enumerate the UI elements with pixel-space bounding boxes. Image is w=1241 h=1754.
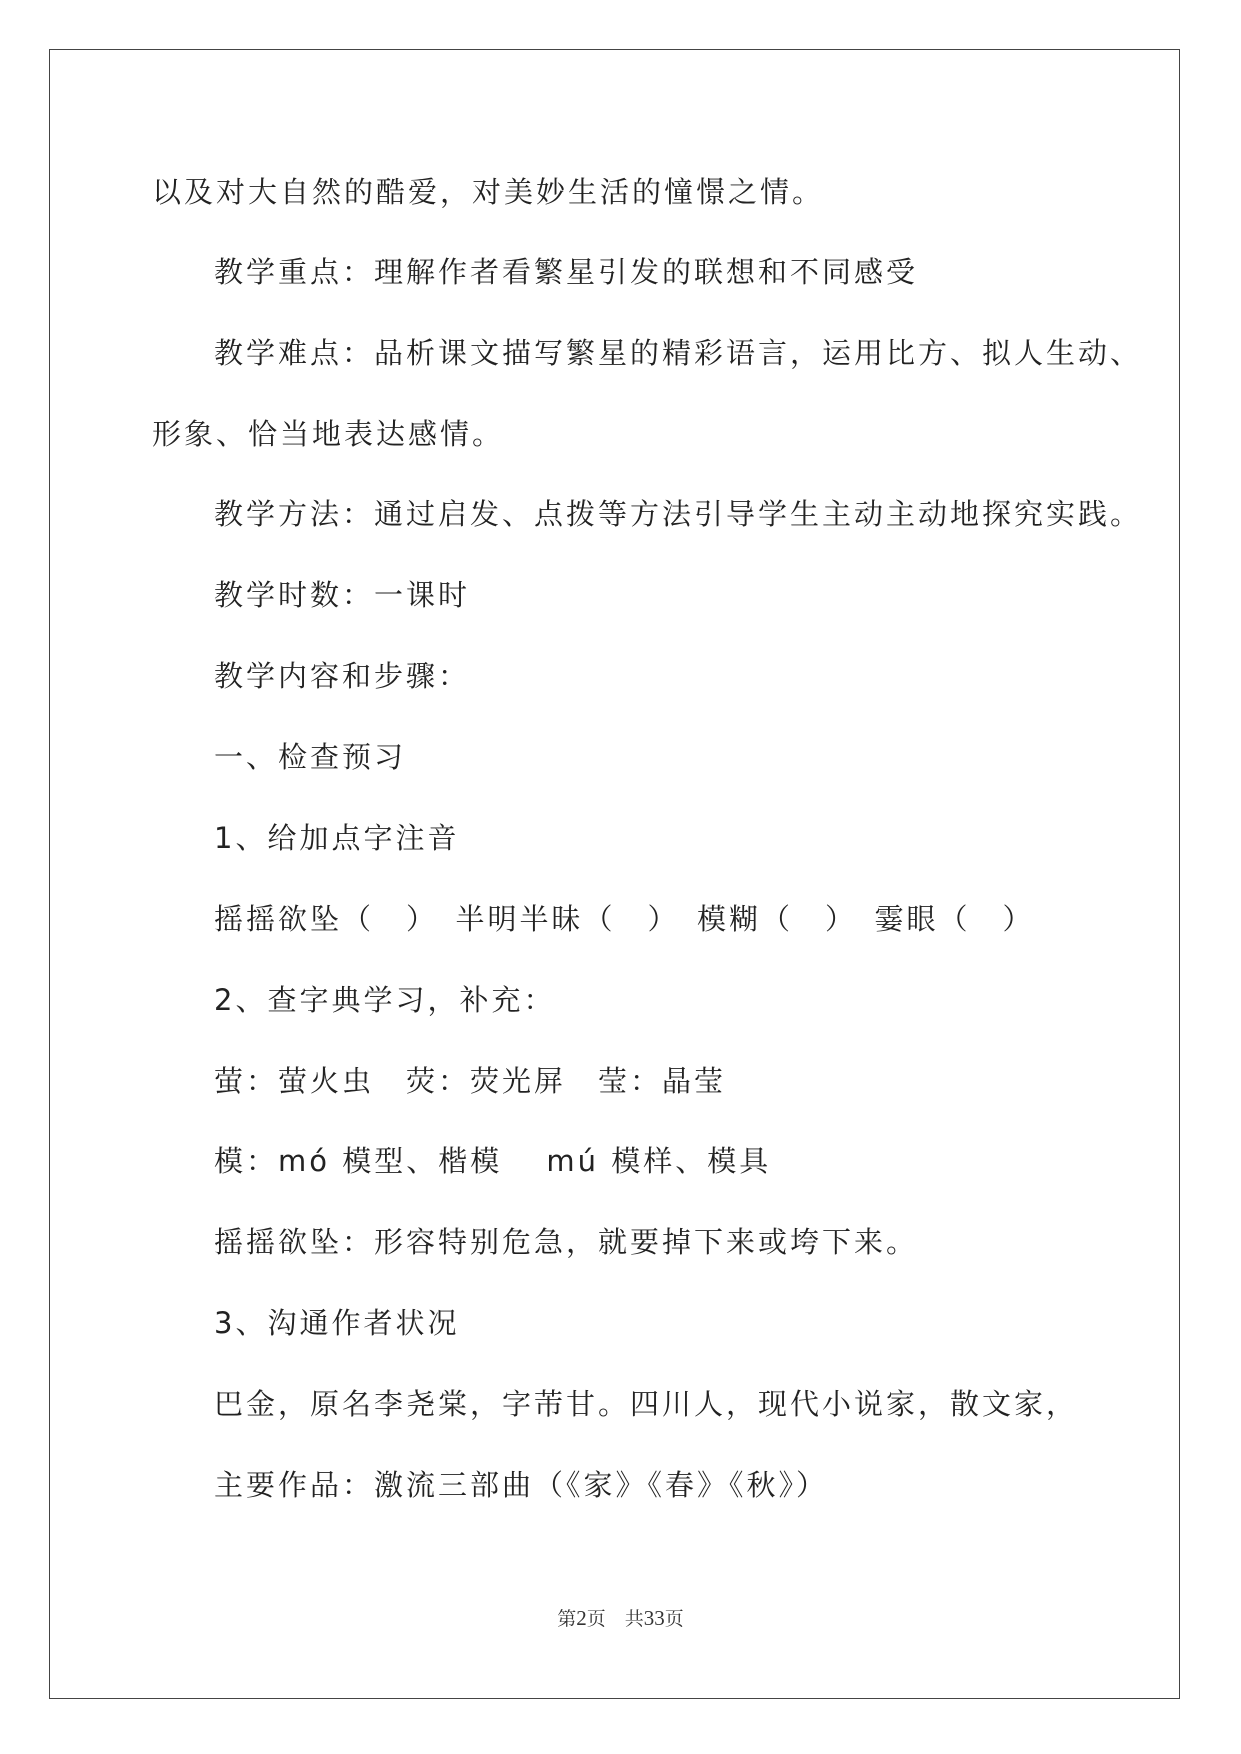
page-border — [49, 49, 1180, 1699]
paragraph-line: 教学方法：通过启发、点拨等方法引导学生主动主动地探究实践。 — [214, 497, 1143, 531]
footer-middle: 页 共 — [586, 1608, 644, 1630]
paragraph-line: 形象、恰当地表达感情。 — [152, 417, 505, 451]
footer-total-pages: 33 — [643, 1606, 665, 1630]
paragraph-line: 巴金，原名李尧棠，字芾甘。四川人，现代小说家，散文家， — [214, 1387, 1079, 1421]
paragraph-line: 3、沟通作者状况 — [214, 1306, 460, 1340]
footer-suffix: 页 — [664, 1608, 684, 1630]
paragraph-line: 萤：萤火虫 荧：荧光屏 莹：晶莹 — [214, 1064, 727, 1098]
footer-page-number: 2 — [576, 1606, 587, 1630]
page-footer — [0, 1604, 1241, 1633]
paragraph-line: 主要作品：激流三部曲（《家》《春》《秋》） — [214, 1468, 829, 1502]
paragraph-line: 1、给加点字注音 — [214, 821, 460, 855]
paragraph-line: 2、查字典学习，补充： — [214, 983, 556, 1017]
paragraph-line: 教学难点：品析课文描写繁星的精彩语言，运用比方、拟人生动、 — [214, 336, 1143, 370]
paragraph-line: 摇摇欲坠（ ） 半明半昧（ ） 模糊（ ） 霎眼（ ） — [214, 902, 1035, 936]
paragraph-line: 教学内容和步骤： — [214, 659, 471, 693]
paragraph-line: 教学重点：理解作者看繁星引发的联想和不同感受 — [214, 255, 919, 289]
paragraph-line: 模：mó 模型、楷模 mú 模样、模具 — [214, 1144, 772, 1178]
paragraph-line: 以及对大自然的酷爱，对美妙生活的憧憬之情。 — [152, 175, 825, 209]
footer-prefix: 第 — [557, 1608, 577, 1630]
paragraph-line: 教学时数：一课时 — [214, 578, 471, 612]
section-heading: 一、检查预习 — [214, 740, 407, 774]
paragraph-line: 摇摇欲坠：形容特别危急，就要掉下来或垮下来。 — [214, 1225, 919, 1259]
